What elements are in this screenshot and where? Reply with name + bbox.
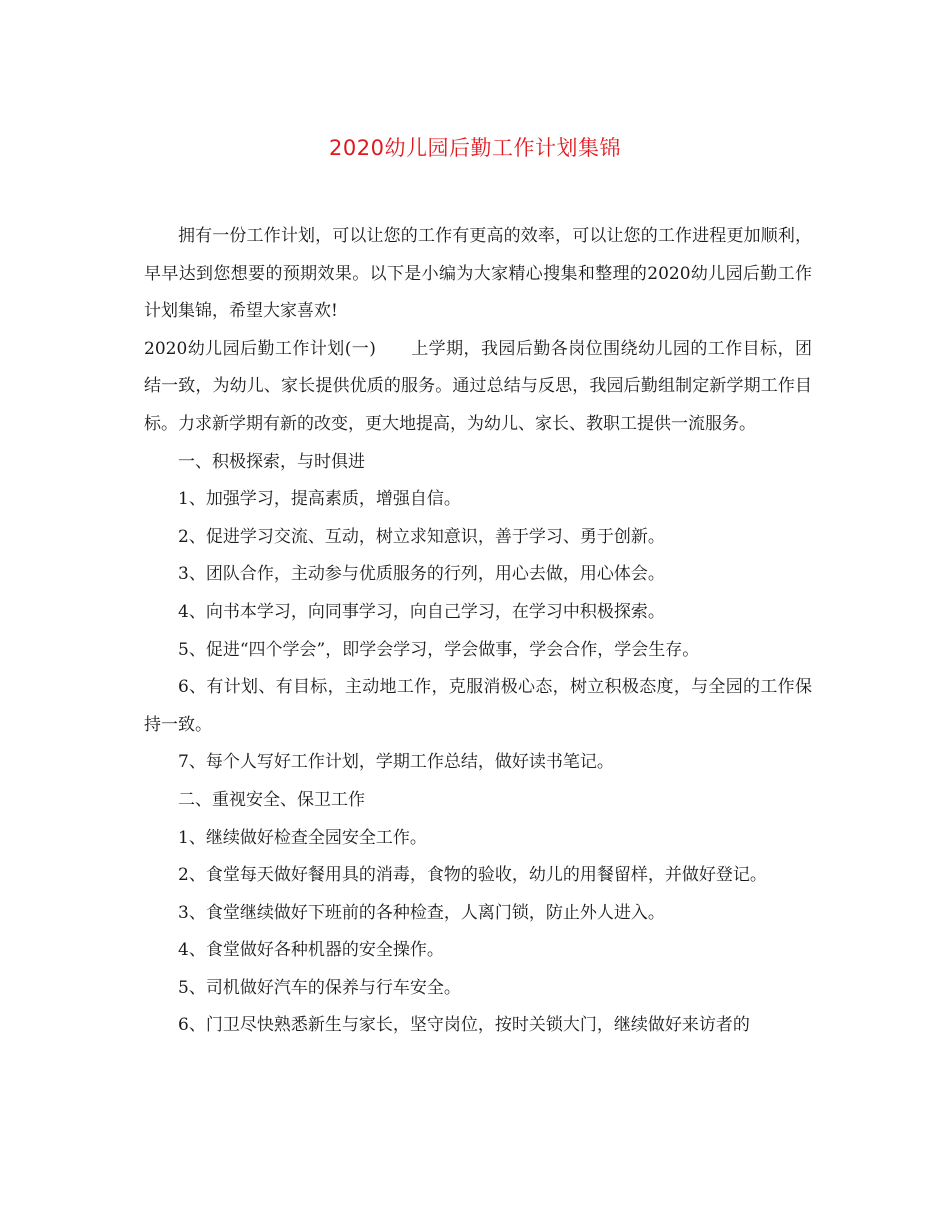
list-item: 7、每个人写好工作计划，学期工作总结，做好读书笔记。	[178, 752, 614, 773]
list-item: 4、向书本学习，向同事学习，向自己学习，在学习中积极探索。	[178, 601, 665, 622]
list-item: 2、促进学习交流、互动，树立求知意识，善于学习、勇于创新。	[178, 526, 665, 547]
intro-paragraph: 拥有一份工作计划，可以让您的工作有更高的效率，可以让您的工作进程更加顺利，早早达到您想要的预期效果。以下是小编为大家精心搜集和整理的2020幼儿园后勤工作计划集锦，希望大家喜欢!	[144, 226, 812, 322]
list-item: 5、促进“四个学会”，即学会学习，学会做事，学会合作，学会生存。	[178, 639, 700, 660]
list-item: 5、司机做好汽车的保养与行车安全。	[178, 977, 461, 998]
list-item: 6、门卫尽快熟悉新生与家长，坚守岗位，按时关锁大门，继续做好来访者的	[178, 1015, 750, 1036]
list-item: 3、食堂继续做好下班前的各种检查，人离门锁，防止外人进入。	[178, 902, 665, 923]
list-item: 6、有计划、有目标，主动地工作，克服消极心态，树立积极态度，与全园的工作保持一致。	[144, 677, 812, 735]
document-title: 2020幼儿园后勤工作计划集锦	[329, 136, 621, 160]
list-item: 1、加强学习，提高素质，增强自信。	[178, 489, 461, 510]
plan-one-paragraph: 2020幼儿园后勤工作计划(一) 上学期，我园后勤各岗位围绕幼儿园的工作目标，团结一致，为幼儿、家长提供优质的服务。通过总结与反思，我园后勤组制定新学期工作目标。力求新学期有新的改变，更大地提高，为幼儿、家长、教职工提供一流服务。	[144, 338, 812, 434]
list-item: 2、食堂每天做好餐用具的消毒，食物的验收，幼儿的用餐留样，并做好登记。	[178, 865, 767, 886]
list-item: 4、食堂做好各种机器的安全操作。	[178, 940, 444, 961]
document-body	[144, 218, 812, 1045]
list-item: 1、继续做好检查全园安全工作。	[178, 827, 427, 848]
list-item: 3、团队合作，主动参与优质服务的行列，用心去做，用心体会。	[178, 564, 665, 585]
section-heading-2: 二、重视安全、保卫工作	[178, 789, 365, 810]
section-heading-1: 一、积极探索，与时俱进	[178, 451, 365, 472]
